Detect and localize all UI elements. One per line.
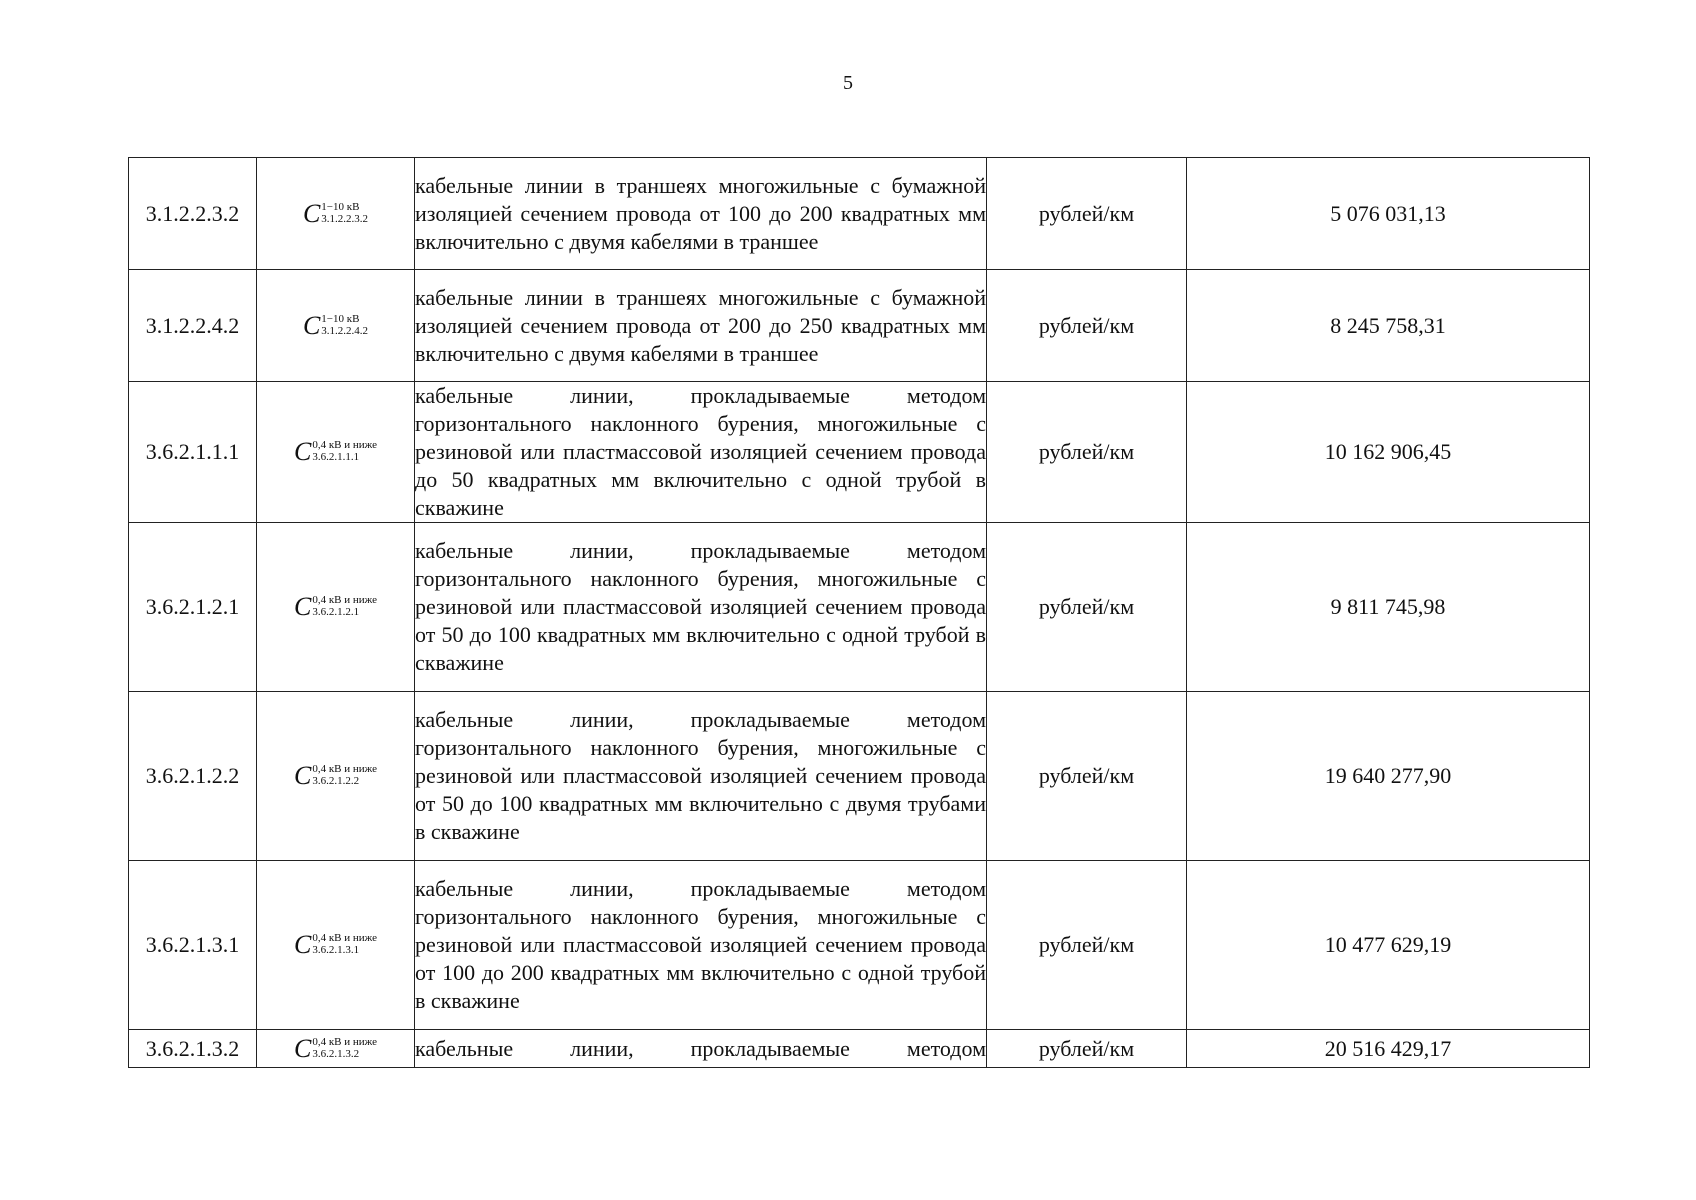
- symbol-base: C: [302, 310, 321, 340]
- row-code: 3.6.2.1.3.2: [129, 1030, 257, 1068]
- rate-symbol: [257, 382, 415, 523]
- row-unit: рублей/км: [987, 1030, 1187, 1068]
- symbol-superscript: 0,4 кВ и ниже: [312, 932, 378, 944]
- rate-symbol: [257, 861, 415, 1030]
- symbol-base: C: [293, 761, 312, 790]
- row-description: кабельные линии, прокладываемые методом горизонтального наклонного бурения, многожильные с резиновой или пластмассовой изоляцией сечением провода до 50 квадратных мм включительно с одной трубой в скважине: [415, 382, 987, 523]
- symbol-subscript: 3.6.2.1.2.2: [312, 775, 360, 787]
- row-unit: рублей/км: [987, 692, 1187, 861]
- row-code: 3.6.2.1.2.1: [129, 523, 257, 692]
- row-description: кабельные линии в траншеях многожильные с бумажной изоляцией сечением провода от 200 до 250 квадратных мм включительно с двумя кабелями в траншее: [415, 270, 987, 382]
- table-row: [129, 1030, 1590, 1068]
- row-value: 19 640 277,90: [1187, 692, 1590, 861]
- row-code: 3.6.2.1.2.2: [129, 692, 257, 861]
- symbol-superscript: 0,4 кВ и ниже: [312, 763, 378, 775]
- page-number: 5: [843, 72, 853, 94]
- row-code: 3.1.2.2.4.2: [129, 270, 257, 382]
- row-unit: рублей/км: [987, 861, 1187, 1030]
- rate-symbol: [257, 523, 415, 692]
- symbol-subscript: 3.6.2.1.1.1: [312, 451, 360, 463]
- table-row: [129, 861, 1590, 1030]
- symbol-base: C: [302, 198, 321, 228]
- table-row: [129, 158, 1590, 270]
- row-description: кабельные линии в траншеях многожильные с бумажной изоляцией сечением провода от 100 до 200 квадратных мм включительно с двумя кабелями в траншее: [415, 158, 987, 270]
- row-value: 20 516 429,17: [1187, 1030, 1590, 1068]
- table-row: [129, 523, 1590, 692]
- symbol-base: C: [293, 930, 312, 959]
- symbol-subscript: 3.6.2.1.2.1: [312, 606, 360, 618]
- row-description: кабельные линии, прокладываемые методом горизонтального наклонного бурения, многожильные с резиновой или пластмассовой изоляцией сечением провода от 50 до 100 квадратных мм включительно с одной трубой в скважине: [415, 523, 987, 692]
- row-unit: рублей/км: [987, 382, 1187, 523]
- symbol-subscript: 3.6.2.1.3.2: [312, 1047, 360, 1060]
- rate-symbol: [257, 1030, 415, 1068]
- symbol-superscript: 1−10 кВ: [321, 200, 360, 213]
- symbol-base: C: [293, 592, 312, 621]
- row-description: кабельные линии, прокладываемые методом горизонтального наклонного бурения, многожильные с резиновой или пластмассовой изоляцией сечением провода от 50 до 100 квадратных мм включительно с двумя трубами в скважине: [415, 692, 987, 861]
- rates-table: [128, 157, 1590, 1068]
- row-description: кабельные линии, прокладываемые методом горизонтального наклонного бурения, многожильные с резиновой или пластмассовой изоляцией сечением провода от 100 до 200 квадратных мм включительно с одной трубой в скважине: [415, 861, 987, 1030]
- symbol-base: C: [293, 437, 312, 466]
- table-row: [129, 382, 1590, 523]
- symbol-superscript: 0,4 кВ и ниже: [312, 594, 378, 606]
- symbol-superscript: 1−10 кВ: [321, 312, 360, 325]
- symbol-superscript: 0,4 кВ и ниже: [312, 439, 378, 451]
- row-description: кабельные линии, прокладываемые методом: [415, 1030, 987, 1068]
- rate-symbol: [257, 270, 415, 382]
- row-value: 5 076 031,13: [1187, 158, 1590, 270]
- row-code: 3.6.2.1.1.1: [129, 382, 257, 523]
- row-unit: рублей/км: [987, 270, 1187, 382]
- row-value: 8 245 758,31: [1187, 270, 1590, 382]
- row-code: 3.6.2.1.3.1: [129, 861, 257, 1030]
- row-value: 10 162 906,45: [1187, 382, 1590, 523]
- row-value: 9 811 745,98: [1187, 523, 1590, 692]
- table-row: [129, 270, 1590, 382]
- row-unit: рублей/км: [987, 158, 1187, 270]
- table-row: [129, 692, 1590, 861]
- rate-symbol: [257, 158, 415, 270]
- row-unit: рублей/км: [987, 523, 1187, 692]
- rate-symbol: [257, 692, 415, 861]
- symbol-subscript: 3.1.2.2.4.2: [321, 324, 369, 337]
- symbol-superscript: 0,4 кВ и ниже: [312, 1035, 378, 1048]
- row-value: 10 477 629,19: [1187, 861, 1590, 1030]
- symbol-subscript: 3.1.2.2.3.2: [321, 212, 369, 225]
- row-code: 3.1.2.2.3.2: [129, 158, 257, 270]
- symbol-subscript: 3.6.2.1.3.1: [312, 944, 360, 956]
- symbol-base: C: [293, 1033, 312, 1063]
